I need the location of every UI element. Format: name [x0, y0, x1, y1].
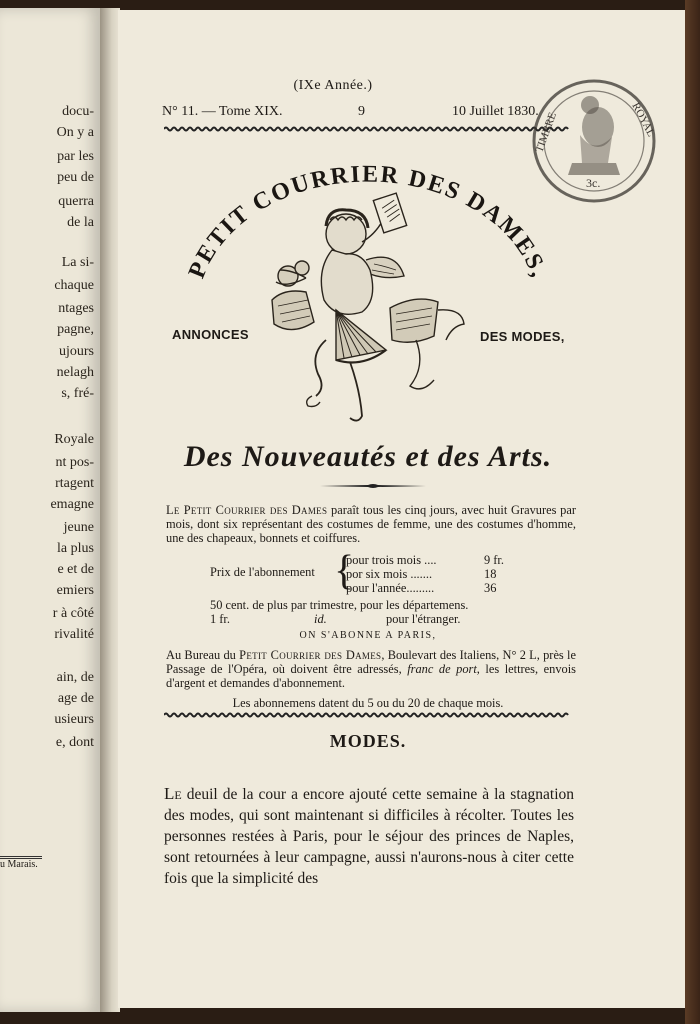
price-value-1: 9 fr.	[484, 553, 504, 567]
price-period-1: pour trois mois ....	[346, 553, 437, 567]
left-page-line: r à côté	[52, 606, 94, 621]
price-value-3: 36	[484, 581, 497, 595]
left-page-line: peu de	[57, 170, 94, 185]
article-heading: MODES.	[329, 731, 407, 751]
left-page-line: age de	[57, 691, 94, 706]
left-page-line: On y a	[56, 125, 94, 140]
left-footer-text: u Marais.	[0, 859, 38, 870]
left-page-line: ntages	[58, 301, 94, 316]
stamp-value: 3c.	[586, 176, 601, 190]
left-page-line: par les	[57, 149, 94, 164]
subscribe-heading: ON S'ABONNE A PARIS,	[299, 630, 437, 641]
price-supplement-departments: 50 cent. de plus par trimestre, pour les départemens.	[210, 598, 469, 612]
price-brace: {	[334, 548, 355, 594]
bureau-paper-name: Petit Courrier des Dames	[239, 648, 382, 662]
price-table	[118, 550, 618, 600]
subscription-bureau	[166, 648, 576, 691]
stamp-text-left: TIMBRE	[533, 110, 560, 155]
price-period-3: pour l'année.........	[346, 581, 435, 595]
left-page-line: nelagh	[56, 365, 94, 380]
price-label: Prix de l'abonnement	[210, 565, 315, 579]
section-wavy-rule	[164, 712, 570, 718]
price-supplement-foreign-label: pour l'étranger.	[386, 612, 461, 626]
intro-text: paraît tous les cinq jours, avec huit Gravures par mois, dont six représentant des costumes de femme, une des costumes d'homme, une des chapeaux, bonnets et coiffures.	[166, 503, 576, 545]
price-supplement-foreign-amount: 1 fr.	[210, 612, 230, 626]
masthead-subtitle: Des Nouveautés et des Arts.	[183, 440, 553, 473]
subscription-intro	[166, 503, 576, 545]
left-page-line: nt pos-	[55, 455, 94, 470]
issue-date: 10 Juillet 1830.	[452, 104, 539, 119]
left-page-line: pagne,	[57, 322, 94, 337]
subscription-dates: Les abonnemens datent du 5 ou du 20 de chaque mois.	[232, 696, 504, 710]
book-edge	[685, 0, 700, 1024]
left-page-line: la plus	[57, 541, 94, 556]
left-page-line: rtagent	[55, 476, 94, 491]
volume-year: (IXe Année.)	[293, 78, 373, 93]
bureau-text-c: , les lettres, envois d'argent et demandes d'abonnement.	[166, 662, 576, 691]
masthead-left-label: ANNONCES	[172, 327, 249, 342]
left-page-line: de la	[67, 215, 94, 230]
left-page-line: docu-	[62, 104, 94, 119]
left-page-line: emiers	[56, 583, 94, 598]
left-page-line: chaque	[54, 278, 94, 293]
issue-header	[162, 102, 572, 124]
article-first-word: Le	[164, 784, 182, 803]
left-page-line: ain, de	[56, 670, 94, 685]
cherub-engraving	[266, 190, 466, 430]
subtitle-ornament-rule	[318, 482, 428, 490]
masthead-title-text: PETIT COURRIER DES DAMES,	[183, 161, 553, 283]
bureau-text-b: , Boulevart des Italiens, N° 2 L, près le Passage de l'Opéra, où doivent être adressés,	[166, 648, 576, 677]
left-page-line: usieurs	[54, 712, 94, 727]
intro-paper-name: Le Petit Courrier des Dames	[166, 503, 328, 517]
bureau-text-a: Au Bureau du	[166, 648, 240, 662]
stamp-text-right: ROYAL	[629, 100, 658, 139]
article-text: deuil de la cour a encore ajouté cette semaine à la stagnation des modes, qui sont maintenant si difficiles à récolter. Toutes les personnes restées à Paris, pour le séjour des princes de Naples, sont retournées à leur campagne, aussi n'aurons-nous à citer cette fois que la simplicité des	[164, 786, 574, 887]
left-page-line: e et de	[57, 562, 94, 577]
left-page-line: La si-	[61, 255, 94, 270]
masthead-right-label: DES MODES,	[480, 329, 565, 344]
left-page-line: e, dont	[55, 735, 94, 750]
left-page-line: rivalité	[54, 627, 94, 642]
page-number: 9	[358, 104, 365, 119]
left-page-line: ujours	[59, 344, 94, 359]
price-period-2: por six mois .......	[346, 567, 433, 581]
header-wavy-rule	[164, 126, 570, 132]
left-page-line: jeune	[63, 520, 94, 535]
left-page-line: emagne	[50, 497, 94, 512]
right-page	[118, 10, 685, 1008]
left-facing-page	[0, 8, 100, 1012]
issue-number: N° 11. — Tome XIX.	[162, 104, 283, 119]
book-gutter	[100, 8, 120, 1012]
left-page-line: Royale	[54, 432, 94, 447]
price-supplement-id: id.	[314, 612, 327, 626]
bureau-franc-de-port: franc de port	[407, 662, 477, 677]
left-page-line: s, fré-	[61, 386, 94, 401]
article-body	[164, 783, 574, 889]
price-value-2: 18	[484, 567, 497, 581]
left-page-line: querra	[58, 194, 94, 209]
